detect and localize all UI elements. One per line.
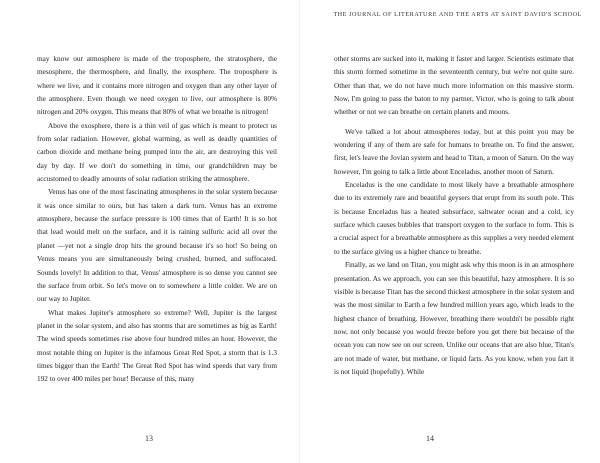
left-page-body	[37, 53, 277, 387]
paragraph: We've talked a lot about atmospheres today, but at this point you may be wondering if any of them are safe for humans to breathe on. To find the answer, first, let's leave the Jovian system and head to Titan, a moon of Saturn. On the way however, I'm going to talk a little about Enceladus, another moon of Saturn.	[334, 127, 574, 176]
paragraph: other storms are sucked into it, making it faster and larger. Scientists estimate that this storm formed sometime in the seventeenth century, but we're not quite sure. Other than that, we do not have much more information on this massive storm. Now, I'm going to pass the baton to my partner, Victor, who is going to talk about whether or not we can breathe on certain planets and moons.	[334, 55, 574, 117]
paragraph: Venus has one of the most fascinating atmospheres in the solar system because it was once similar to ours, but has taken a dark turn. Venus has an extreme atmosphere, because the surface pressure is 100 times that of Earth! It is so hot that lead would melt on the surface, and it is raining sulfuric acid all over the planet —yet not a single drop hits the ground because it's so hot! So being on Venus means you are simultaneously being crushed, burned, and suffocated. Sounds lovely! In addition to that, Venus' atmosphere is so dense you cannot see the surface from orbit. So let's move on to somewhere a little colder. We are on our way to Jupiter.	[37, 188, 277, 304]
page-number-left: 13	[145, 434, 153, 443]
paragraph: Finally, as we land on Titan, you might ask why this moon is in an atmosphere presentation. As we approach, you can see this beautiful, hazy atmosphere. It is so visible is because Titan has the second thickest atmosphere in the solar system and was the most similar to Earth a few hundred million years ago, which leads to the highest chance of breathing. However, breathing there wouldn't be possible right now, not only because you would freeze before you get there but because of the ocean you can now see on our screen. Unlike our oceans that are also blue, Titan's are not made of water, but methane, or liquid farts. As you know, when you fart it is not liquid (hopefully). While	[334, 261, 574, 376]
paragraph: Above the exosphere, there is a thin veil of gas which is meant to protect us from solar radiation. However, global warming, as well as deadly quantities of carbon dioxide and methane being pumped into the air, are destroying this veil day by day. If we don't do something in time, our grandchildren may be accustomed to deadly amounts of solar radiation striking the atmosphere.	[37, 121, 277, 184]
right-page	[300, 0, 600, 463]
right-page-body	[334, 53, 574, 379]
page-number-right: 14	[426, 434, 434, 443]
running-head: THE JOURNAL OF LITERATURE AND THE ARTS AT SAINT DAVID'S SCHOOL	[333, 11, 582, 18]
paragraph: What makes Jupiter's atmosphere so extreme? Well, Jupiter is the largest planet in the solar system, and also has storms that are sometimes as big as Earth! The wind speeds sometimes rise above four hundred miles an hour. However, the most notable thing on Jupiter is the infamous Great Red Spot, a storm that is 1.3 times bigger than the Earth! The Great Red Spot has wind speeds that vary from 192 to over 400 miles per hour! Because of this, many	[37, 308, 277, 384]
paragraph: may know our atmosphere is made of the troposphere, the stratosphere, the mesosphere, the thermosphere, and finally, the exosphere. The troposphere is where we live, and it contains more nitrogen and oxygen than any other layer of the atmosphere. Even though we need oxygen to live, our atmosphere is 80% nitrogen and 20% oxygen. This means that 80% of what we breathe is nitrogen!	[37, 55, 277, 117]
paragraph: Enceladus is the one candidate to most likely have a breathable atmosphere due to its extremely rare and beautiful geysers that erupt from its south pole. This is because Enceladus has a heated subsurface, saltwater ocean and a cold, icy surface which causes bubbles that transport oxygen to the surface to form. This is a crucial aspect for a breathable atmosphere as this supplies a very needed element to the surface giving us a higher chance to breathe.	[334, 181, 574, 256]
